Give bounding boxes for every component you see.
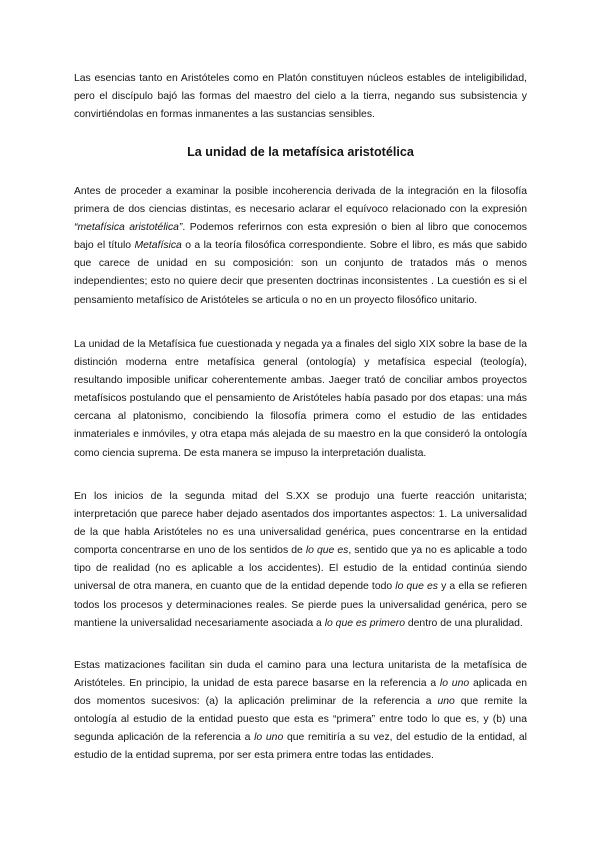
intro-paragraph: Las esencias tanto en Aristóteles como en Platón constituyen núcleos estables de inteligibilidad, pero el discípulo bajó las formas del maestro del cielo a la tierra, negando sus subsistencia y convirtiéndolas en formas inmanentes a las sustancias sensibles. [74, 73, 527, 121]
paragraph-2: La unidad de la Metafísica fue cuestionada y negada ya a finales del siglo XIX sobre la base de la distinción moderna entre metafísica general (ontología) y metafísica especial (teología), resultando imposible unificar coherentemente ambas. Jaeger trató de conciliar ambos proyectos metafísicos postulando que el pensamiento de Aristóteles había pasado por dos etapas: una más cercana al platonismo, concibiendo la filosofía primera como el estudio de las entidades inmateriales e inmóviles, y otra etapa más alejada de su maestro en la que consideró la ontología como ciencia suprema. De esta manera se impuso la interpretación dualista. [74, 339, 527, 459]
paragraph-4-emphasis-f: lo uno [254, 732, 284, 744]
paragraph-4-text-c: aplicada en dos momentos sucesivos: (a) la aplicación preliminar de la referencia a [74, 678, 527, 708]
paragraph-3-emphasis-f: lo que es primero [324, 617, 405, 629]
paragraph-3 [74, 488, 527, 633]
paragraph-4-emphasis-d: uno [437, 696, 455, 708]
paragraph-3-text-c: , sentido que ya no es aplicable a todo tipo de realidad (no es aplicable a los accidentes). El estudio de la entidad continúa siendo universal de otra manera, en cuanto que de la entidad depende todo [74, 545, 528, 593]
paragraph-4-text-e: que remite la ontología al estudio de la entidad puesto que esta es “primera” entre todo lo que es, y (b) una segunda aplicación de la referencia a [74, 696, 527, 744]
paragraph-1-text-a: Antes de proceder a examinar la posible incoherencia derivada de la integración en la filosofía primera de dos ciencias distintas, es necesario aclarar el equívoco relacionado con la expresión [74, 186, 527, 216]
paragraph-4-text-g: que remitiría a su vez, del estudio de la entidad, al estudio de la entidad suprema, por ser esta primera entre todas las entidades. [74, 732, 527, 762]
paragraph-3-emphasis-b: lo que es [305, 545, 349, 557]
paragraph-1-text-e: o a la teoría filosófica correspondiente. Sobre el libro, es más que sabido que carece de unidad en su composición: son un conjunto de tratados más o menos independientes; esto no quiere decir que presenten doctrinas inconsistentes . La cuestión es si el pensamiento metafísico de Aristóteles se articula o no en un proyecto filosófico unitario. [74, 240, 527, 306]
paragraph-3-text-e: y a ella se refieren todos los procesos y determinaciones reales. Se pierde pues la universalidad genérica, pero se mantiene la universalidad necesariamente asociada a [74, 581, 527, 629]
paragraph-4-text-a: Estas matizaciones facilitan sin duda el camino para una lectura unitarista de la metafísica de Aristóteles. En principio, la unidad de esta parece basarse en la referencia a [74, 660, 527, 690]
paragraph-1-emphasis-d: Metafísica [134, 240, 182, 252]
paragraph-1-emphasis-b: “metafísica aristotélica” [74, 222, 183, 234]
paragraph-3-text-g: dentro de una pluralidad. [404, 617, 523, 629]
paragraph-1 [74, 183, 527, 310]
paragraph-3-emphasis-d: lo que es [395, 581, 438, 593]
paragraph-3-text-a: En los inicios de la segunda mitad del S.XX se produjo una fuerte reacción unitarista; interpretación que parece haber dejado asentados dos importantes aspectos: 1. La universalidad de la que habla Aristóteles no es una universalidad genérica, pues concentrarse en la entidad comporta concentrarse en uno de los sentidos de [74, 491, 527, 557]
paragraph-1-text-c: . Podemos referirnos con esta expresión o bien al libro que conocemos bajo el título [74, 222, 527, 252]
paragraph-4-emphasis-b: lo uno [439, 678, 470, 690]
paragraph-4 [74, 657, 527, 766]
section-heading: La unidad de la metafísica aristotélica [187, 145, 414, 159]
